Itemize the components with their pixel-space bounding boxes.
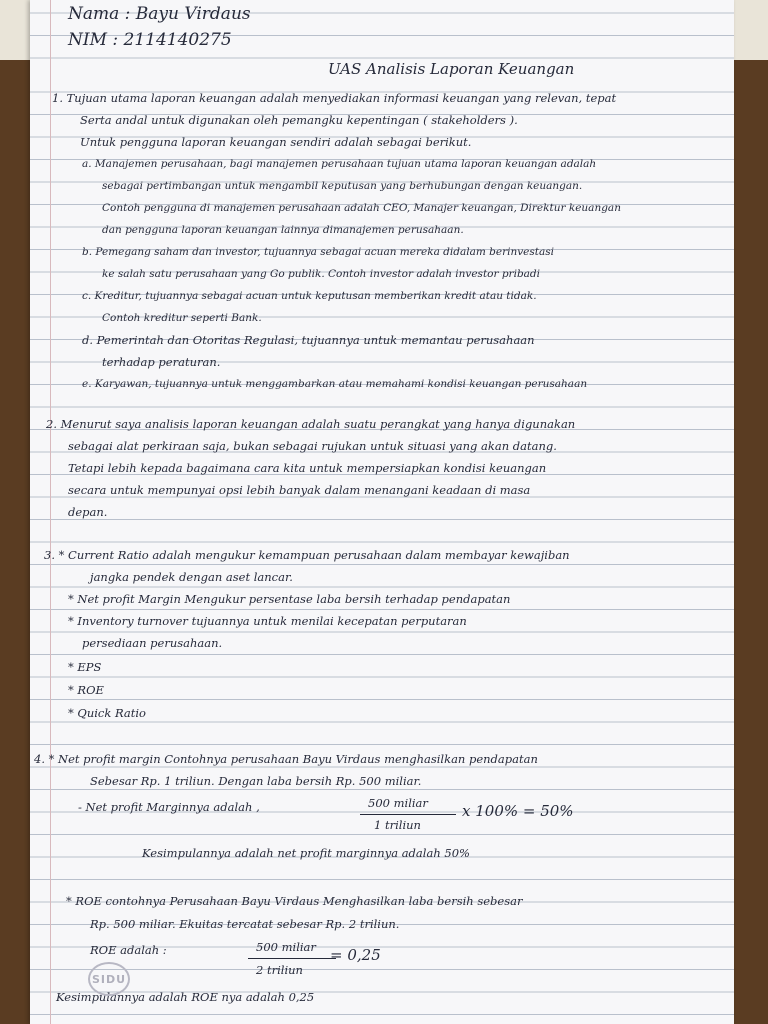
q1-item-a: Contoh pengguna di manajemen perusahaan adalah CEO, Manajer keuangan, Direktur keuangan bbox=[102, 202, 621, 214]
q1-item-a: sebagai pertimbangan untuk mengambil keputusan yang berhubungan dengan keuangan. bbox=[102, 180, 583, 192]
q3-line: * Net profit Margin Mengukur persentase laba bersih terhadap pendapatan bbox=[68, 592, 511, 606]
q1-item-a: a. Manajemen perusahaan, bagi manajemen perusahaan tujuan utama laporan keuangan adalah bbox=[82, 158, 597, 170]
q1-item-d: d. Pemerintah dan Otoritas Regulasi, tujuannya untuk memantau perusahaan bbox=[82, 333, 535, 347]
q1-item-b: b. Pemegang saham dan investor, tujuannya sebagai acuan mereka didalam berinvestasi bbox=[82, 246, 554, 258]
q1-item-c: Contoh kreditur seperti Bank. bbox=[102, 312, 262, 324]
q3-line: * Inventory turnover tujuannya untuk menilai kecepatan perputaran bbox=[68, 614, 467, 628]
roe-numerator: 500 miliar bbox=[256, 940, 316, 954]
npm-conclusion: Kesimpulannya adalah net profit marginnya adalah 50% bbox=[142, 846, 470, 860]
q1-item-c: c. Kreditur, tujuannya sebagai acuan untuk keputusan memberikan kredit atau tidak. bbox=[82, 290, 537, 302]
lined-paper-sheet bbox=[30, 0, 734, 1024]
roe-line: * ROE contohnya Perusahaan Bayu Virdaus Menghasilkan laba bersih sebesar bbox=[66, 894, 523, 908]
q1-item-a: dan pengguna laporan keuangan lainnya dimanajemen perusahaan. bbox=[102, 224, 464, 236]
roe-denominator: 2 triliun bbox=[256, 963, 303, 977]
paper-brand-stamp: SIDU bbox=[88, 962, 130, 996]
exam-title: UAS Analisis Laporan Keuangan bbox=[328, 60, 575, 78]
q1-line: Untuk pengguna laporan keuangan sendiri adalah sebagai berikut. bbox=[80, 135, 472, 149]
q3-line: * Quick Ratio bbox=[68, 706, 146, 720]
q3-line: 3. * Current Ratio adalah mengukur kemampuan perusahaan dalam membayar kewajiban bbox=[44, 548, 570, 562]
student-name: Nama : Bayu Virdaus bbox=[68, 4, 251, 24]
roe-conclusion: Kesimpulannya adalah ROE nya adalah 0,25 bbox=[56, 990, 315, 1004]
npm-formula-label: - Net profit Marginnya adalah , bbox=[78, 800, 260, 814]
q1-item-e: e. Karyawan, tujuannya untuk menggambarkan atau memahami kondisi keuangan perusahaan bbox=[82, 378, 588, 390]
q2-line: depan. bbox=[68, 505, 108, 519]
q3-line: persediaan perusahaan. bbox=[82, 636, 223, 650]
npm-denominator: 1 triliun bbox=[374, 818, 421, 832]
student-nim: NIM : 2114140275 bbox=[68, 30, 232, 50]
q3-line: * ROE bbox=[68, 683, 104, 697]
q3-line: * EPS bbox=[68, 660, 102, 674]
q2-line: secara untuk mempunyai opsi lebih banyak dalam menangani keadaan di masa bbox=[68, 483, 531, 497]
roe-fraction-bar bbox=[248, 958, 336, 959]
q2-line: sebagai alat perkiraan saja, bukan sebagai rujukan untuk situasi yang akan datang. bbox=[68, 439, 557, 453]
roe-formula-label: ROE adalah : bbox=[90, 943, 167, 957]
q1-line: Serta andal untuk digunakan oleh pemangku kepentingan ( stakeholders ). bbox=[80, 113, 518, 127]
q3-line: jangka pendek dengan aset lancar. bbox=[90, 570, 293, 584]
q2-line: Tetapi lebih kepada bagaimana cara kita untuk mempersiapkan kondisi keuangan bbox=[68, 461, 547, 475]
q1-item-b: ke salah satu perusahaan yang Go publik. Contoh investor adalah investor pribadi bbox=[102, 268, 541, 280]
q4-line: 4. * Net profit margin Contohnya perusahaan Bayu Virdaus menghasilkan pendapatan bbox=[34, 752, 538, 766]
q4-line: Sebesar Rp. 1 triliun. Dengan laba bersih Rp. 500 miliar. bbox=[90, 774, 422, 788]
roe-line: Rp. 500 miliar. Ekuitas tercatat sebesar Rp. 2 triliun. bbox=[90, 917, 400, 931]
npm-fraction-bar bbox=[360, 814, 456, 815]
q2-line: 2. Menurut saya analisis laporan keuangan adalah suatu perangkat yang hanya digunakan bbox=[46, 417, 576, 431]
q1-line: 1. Tujuan utama laporan keuangan adalah menyediakan informasi keuangan yang relevan, tepat bbox=[52, 91, 617, 105]
roe-result: = 0,25 bbox=[330, 946, 381, 964]
npm-result: x 100% = 50% bbox=[462, 802, 574, 820]
npm-numerator: 500 miliar bbox=[368, 796, 428, 810]
q1-item-d: terhadap peraturan. bbox=[102, 355, 221, 369]
margin-line bbox=[50, 0, 51, 1024]
